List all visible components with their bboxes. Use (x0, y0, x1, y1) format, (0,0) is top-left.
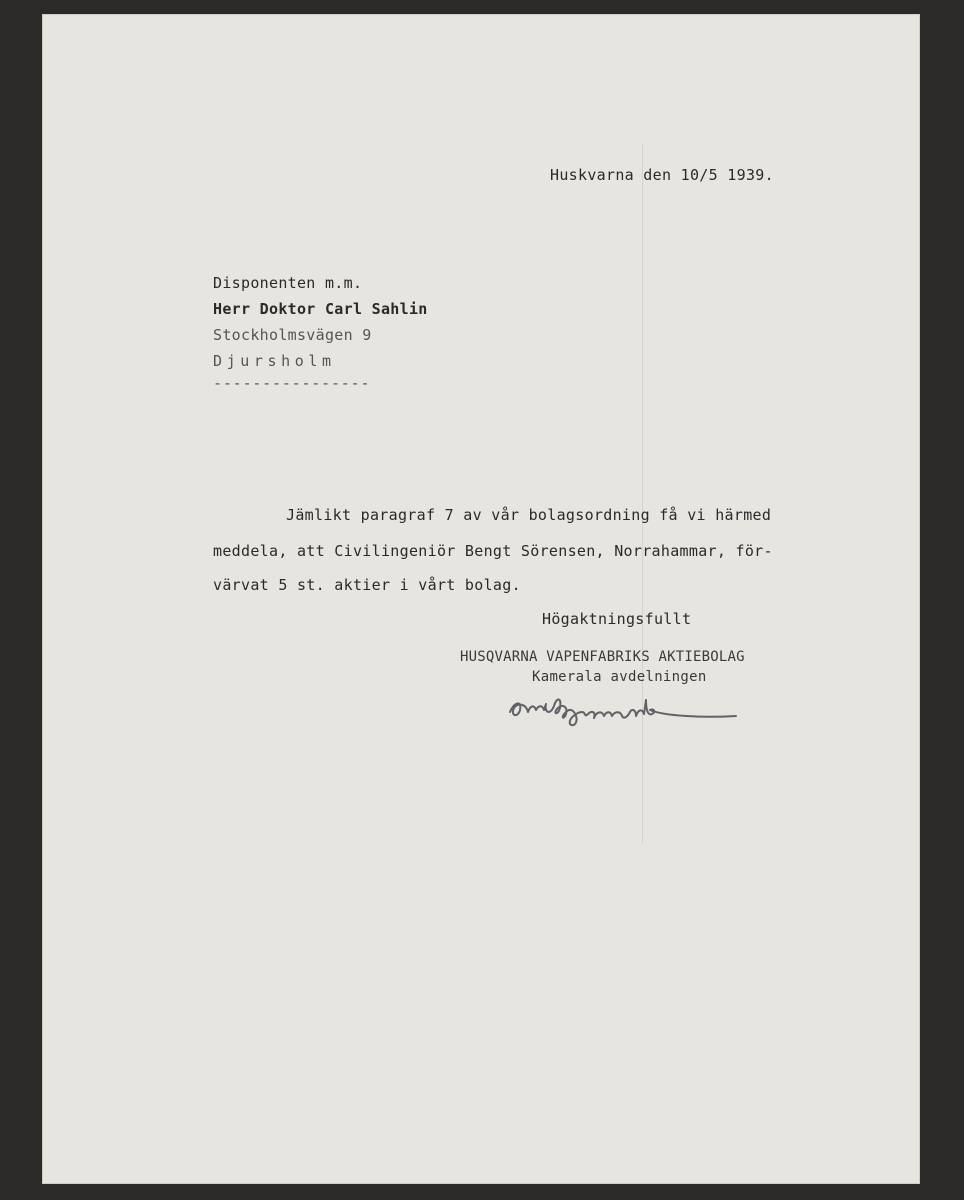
letter-page (42, 14, 920, 1184)
recipient-name: Herr Doktor Carl Sahlin (213, 300, 428, 318)
department-stamp: Kamerala avdelningen (532, 669, 707, 685)
body-line-1: Jämlikt paragraf 7 av vår bolagsordning få vi härmed (286, 506, 772, 524)
body-line-3: värvat 5 st. aktier i vårt bolag. (213, 576, 521, 594)
paper-fold (642, 144, 643, 844)
body-line-2: meddela, att Civilingeniör Bengt Sörensen, Norrahammar, för- (213, 542, 773, 560)
company-stamp: HUSQVARNA VAPENFABRIKS AKTIEBOLAG (460, 649, 745, 665)
recipient-city: Djursholm (213, 352, 336, 370)
address-underline: ---------------- (213, 374, 371, 392)
recipient-title: Disponenten m.m. (213, 274, 363, 292)
recipient-street: Stockholmsvägen 9 (213, 326, 372, 344)
handwritten-signature (504, 682, 744, 734)
closing: Högaktningsfullt (542, 610, 692, 628)
date-line: Huskvarna den 10/5 1939. (550, 166, 774, 184)
